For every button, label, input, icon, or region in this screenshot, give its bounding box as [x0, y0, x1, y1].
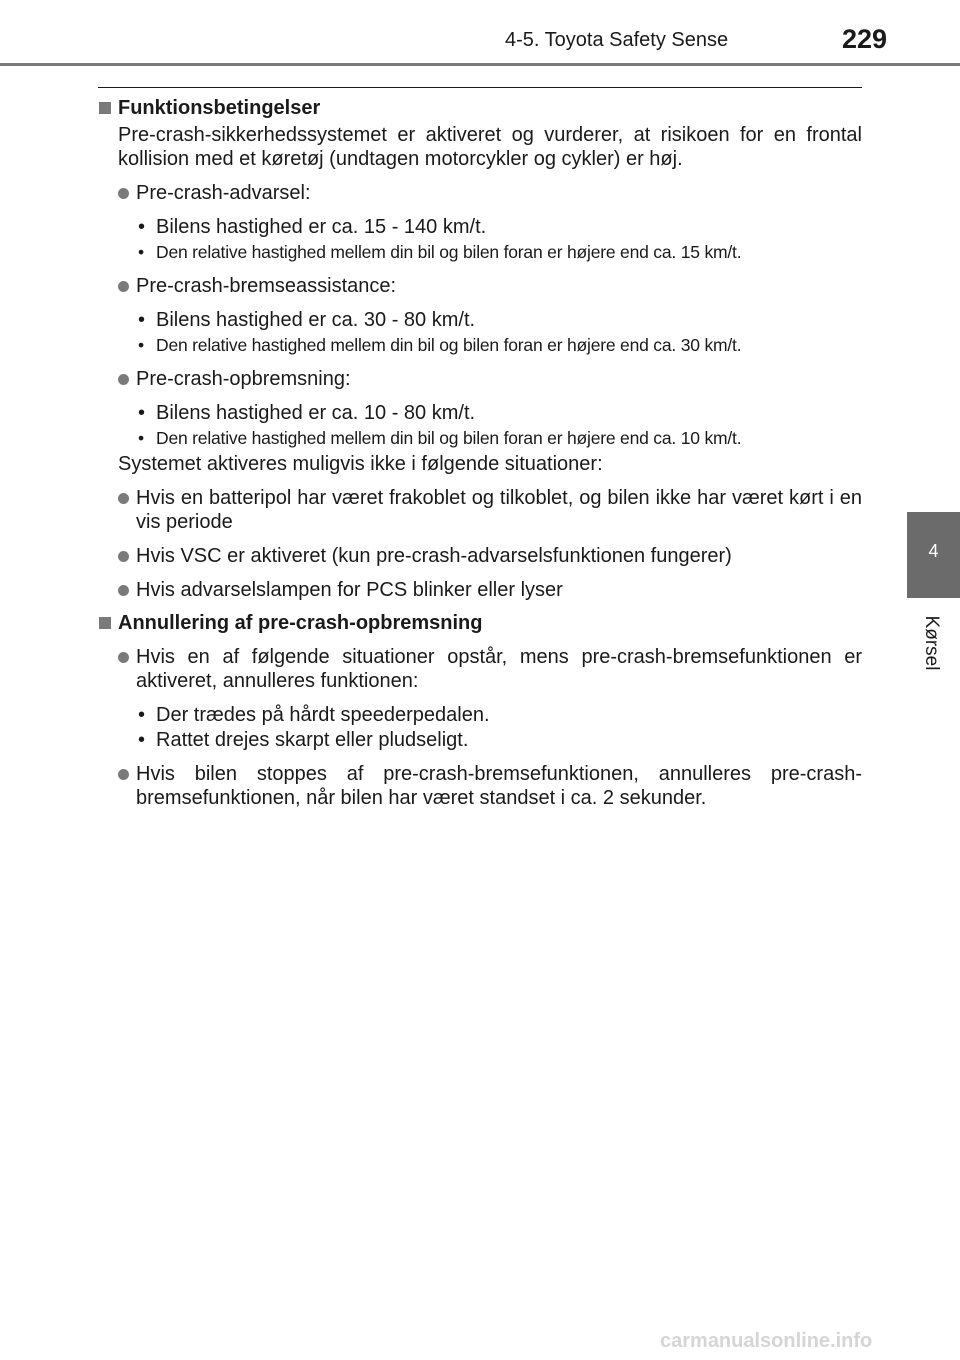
chapter-name-label	[916, 603, 946, 683]
content-top-rule	[98, 87, 862, 88]
circle-bullet-icon	[118, 652, 129, 663]
section-heading: Annullering af pre-crash-opbremsning	[98, 611, 862, 635]
bullet-icon: •	[138, 309, 146, 331]
sub-list-item: • Bilens hastighed er ca. 15 - 140 km/t.	[138, 216, 487, 238]
list-item: Hvis bilen stoppes af pre-crash-bremsefunktionen, annulleres pre-crash-bremsefunktionen, når bilen har været standset i ca. 2 sekunder.	[98, 762, 862, 810]
watermark: carmanualsonline.info	[660, 1330, 873, 1352]
chapter-number: 4	[928, 541, 939, 561]
circle-bullet-icon	[118, 769, 129, 780]
circle-bullet-icon	[118, 493, 129, 504]
chapter-tab[interactable]	[907, 512, 960, 598]
list-item: Hvis en af følgende situationer opstår, mens pre-crash-bremsefunktionen er aktiveret, annulleres funktionen:	[98, 645, 862, 693]
bullet-icon: •	[138, 428, 144, 448]
list-item: Pre-crash-bremseassistance:	[98, 274, 862, 298]
header-section-title: 4-5. Toyota Safety Sense	[505, 29, 729, 51]
list-item: Pre-crash-opbremsning:	[98, 367, 862, 391]
sub-list-item: • Der trædes på hårdt speederpedalen.	[138, 704, 490, 726]
circle-bullet-icon	[118, 281, 129, 292]
bullet-icon: •	[138, 402, 146, 424]
circle-bullet-icon	[118, 374, 129, 385]
page-content	[98, 96, 862, 810]
section-intro: Pre-crash-sikkerhedssystemet er aktiveret og vurderer, at risikoen for en frontal kollision med et køretøj (undtagen motorcykler og cykler) er høj.	[118, 124, 862, 170]
bullet-icon: •	[138, 729, 146, 751]
circle-bullet-icon	[118, 585, 129, 596]
list-item: Pre-crash-advarsel:	[98, 181, 862, 205]
square-bullet-icon	[99, 617, 111, 629]
circle-bullet-icon	[118, 188, 129, 199]
sub-list-item: • Bilens hastighed er ca. 30 - 80 km/t.	[138, 309, 476, 331]
chapter-name: Kørsel	[921, 615, 942, 671]
sub-list-item: • Bilens hastighed er ca. 10 - 80 km/t.	[138, 402, 476, 424]
square-bullet-icon	[99, 102, 111, 114]
section-note: Systemet aktiveres muligvis ikke i følgende situationer:	[118, 453, 603, 475]
sub-list-item: • Den relative hastighed mellem din bil og bilen foran er højere end ca. 15 km/t.	[138, 242, 742, 262]
sub-list-item: • Den relative hastighed mellem din bil og bilen foran er højere end ca. 10 km/t.	[138, 428, 742, 448]
section-heading: Funktionsbetingelser	[98, 96, 862, 120]
page-number: 229	[842, 24, 888, 54]
sub-list-item: • Den relative hastighed mellem din bil og bilen foran er højere end ca. 30 km/t.	[138, 335, 742, 355]
list-item: Hvis advarselslampen for PCS blinker eller lyser	[98, 578, 862, 602]
bullet-icon: •	[138, 335, 144, 355]
circle-bullet-icon	[118, 551, 129, 562]
header-rule	[0, 63, 960, 66]
sub-list-item: • Rattet drejes skarpt eller pludseligt.	[138, 729, 469, 751]
bullet-icon: •	[138, 242, 144, 262]
bullet-icon: •	[138, 216, 146, 238]
list-item: Hvis en batteripol har været frakoblet og tilkoblet, og bilen ikke har været kørt i en vis periode	[98, 486, 862, 534]
list-item: Hvis VSC er aktiveret (kun pre-crash-advarselsfunktionen fungerer)	[98, 544, 862, 568]
bullet-icon: •	[138, 704, 146, 726]
